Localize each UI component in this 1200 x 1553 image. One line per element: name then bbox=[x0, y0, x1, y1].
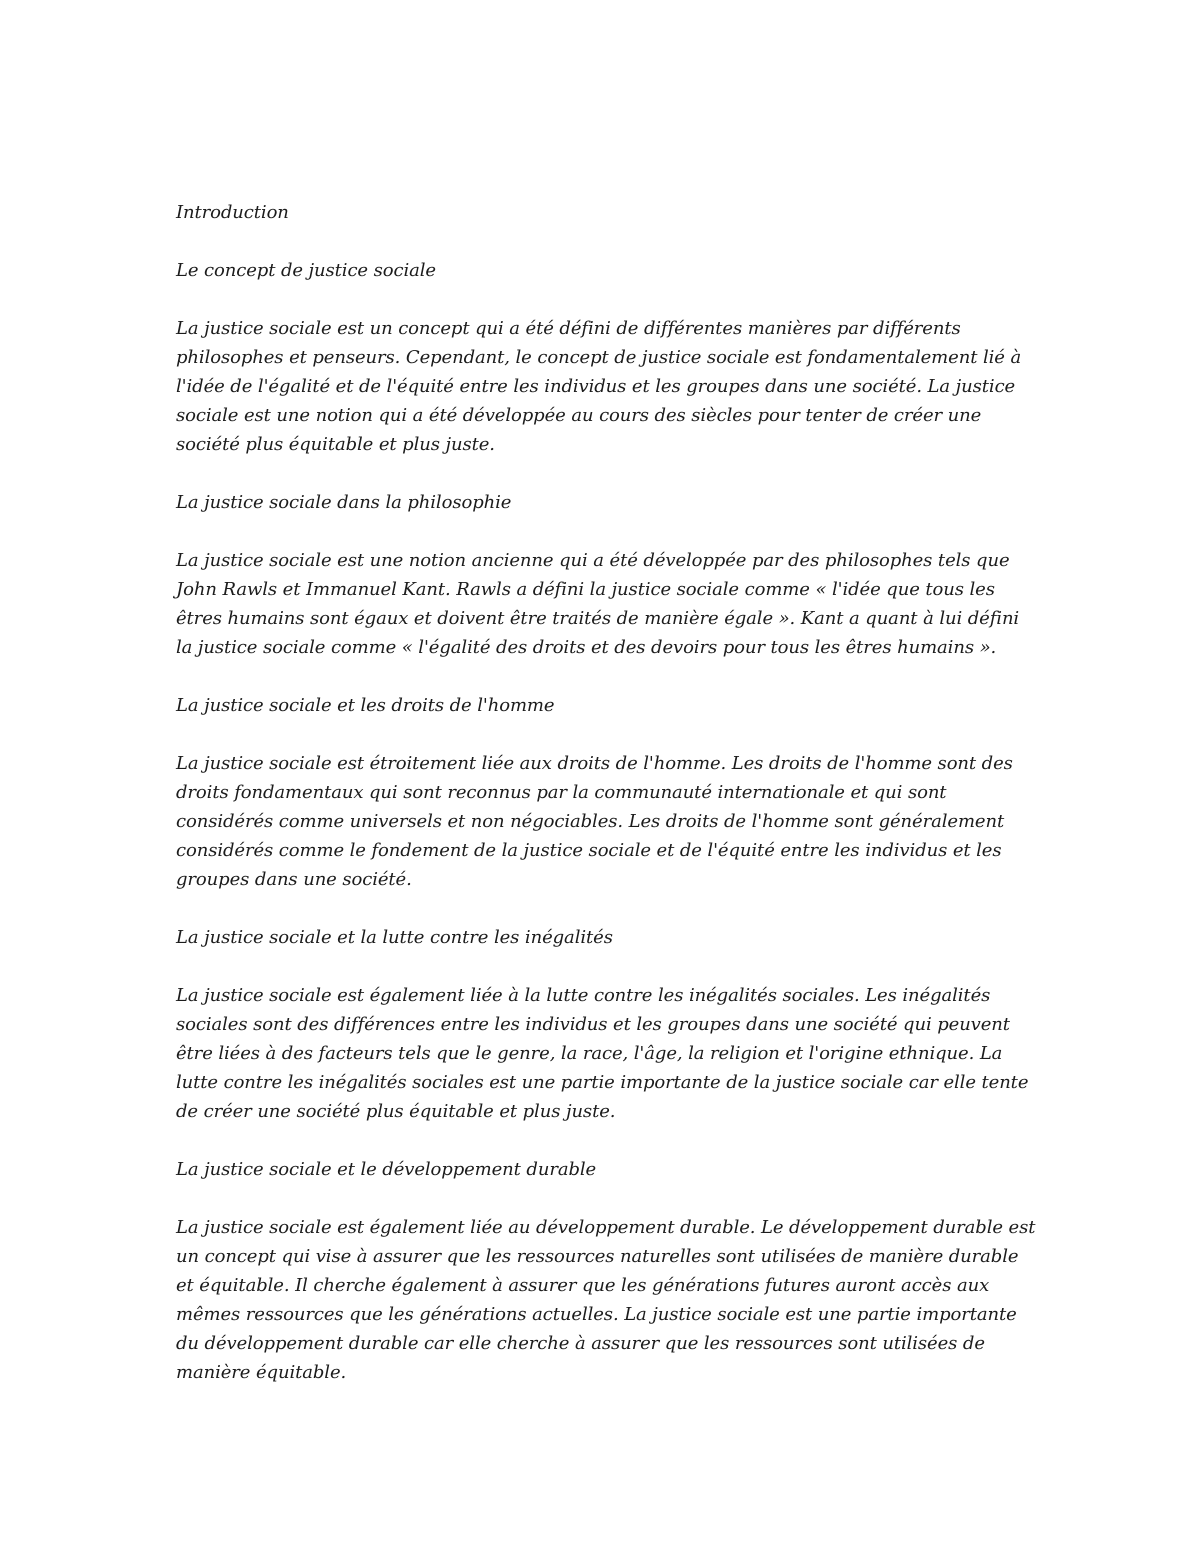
document-page bbox=[176, 198, 1038, 1387]
section-paragraph: La justice sociale est également liée à la lutte contre les inégalités sociales. Les inégalités sociales sont des différences entre les individus et les groupes dans une société qui peuvent être liées à des facteurs tels que le genre, la race, l'âge, la religion et l'origine ethnique. La lutte contre les inégalités sociales est une partie importante de la justice sociale car elle tente de créer une société plus équitable et plus juste. bbox=[176, 985, 1029, 1122]
section-heading: La justice sociale et le développement durable bbox=[176, 1159, 597, 1180]
document-title: Introduction bbox=[176, 202, 289, 223]
section-paragraph: La justice sociale est une notion ancienne qui a été développée par des philosophes tels que John Rawls et Immanuel Kant. Rawls a défini la justice sociale comme « l'idée que tous les êtres humains sont égaux et doivent être traités de manière égale ». Kant a quant à lui défini la justice sociale comme « l'égalité des droits et des devoirs pour tous les êtres humains ». bbox=[176, 550, 1020, 658]
section-paragraph: La justice sociale est un concept qui a été défini de différentes manières par différents philosophes et penseurs. Cependant, le concept de justice sociale est fondamentalement lié à l'idée de l'égalité et de l'équité entre les individus et les groupes dans une société. La justice sociale est une notion qui a été développée au cours des siècles pour tenter de créer une société plus équitable et plus juste. bbox=[176, 318, 1022, 455]
section-paragraph: La justice sociale est également liée au développement durable. Le développement durable est un concept qui vise à assurer que les ressources naturelles sont utilisées de manière durable et équitable. Il cherche également à assurer que les générations futures auront accès aux mêmes ressources que les générations actuelles. La justice sociale est une partie importante du développement durable car elle cherche à assurer que les ressources sont utilisées de manière équitable. bbox=[176, 1217, 1036, 1383]
section-heading: Le concept de justice sociale bbox=[176, 260, 436, 281]
section-paragraph: La justice sociale est étroitement liée aux droits de l'homme. Les droits de l'homme sont des droits fondamentaux qui sont reconnus par la communauté internationale et qui sont considérés comme universels et non négociables. Les droits de l'homme sont généralement considérés comme le fondement de la justice sociale et de l'équité entre les individus et les groupes dans une société. bbox=[176, 753, 1013, 890]
section-heading: La justice sociale dans la philosophie bbox=[176, 492, 512, 513]
section-heading: La justice sociale et les droits de l'homme bbox=[176, 695, 555, 716]
section-heading: La justice sociale et la lutte contre les inégalités bbox=[176, 927, 613, 948]
